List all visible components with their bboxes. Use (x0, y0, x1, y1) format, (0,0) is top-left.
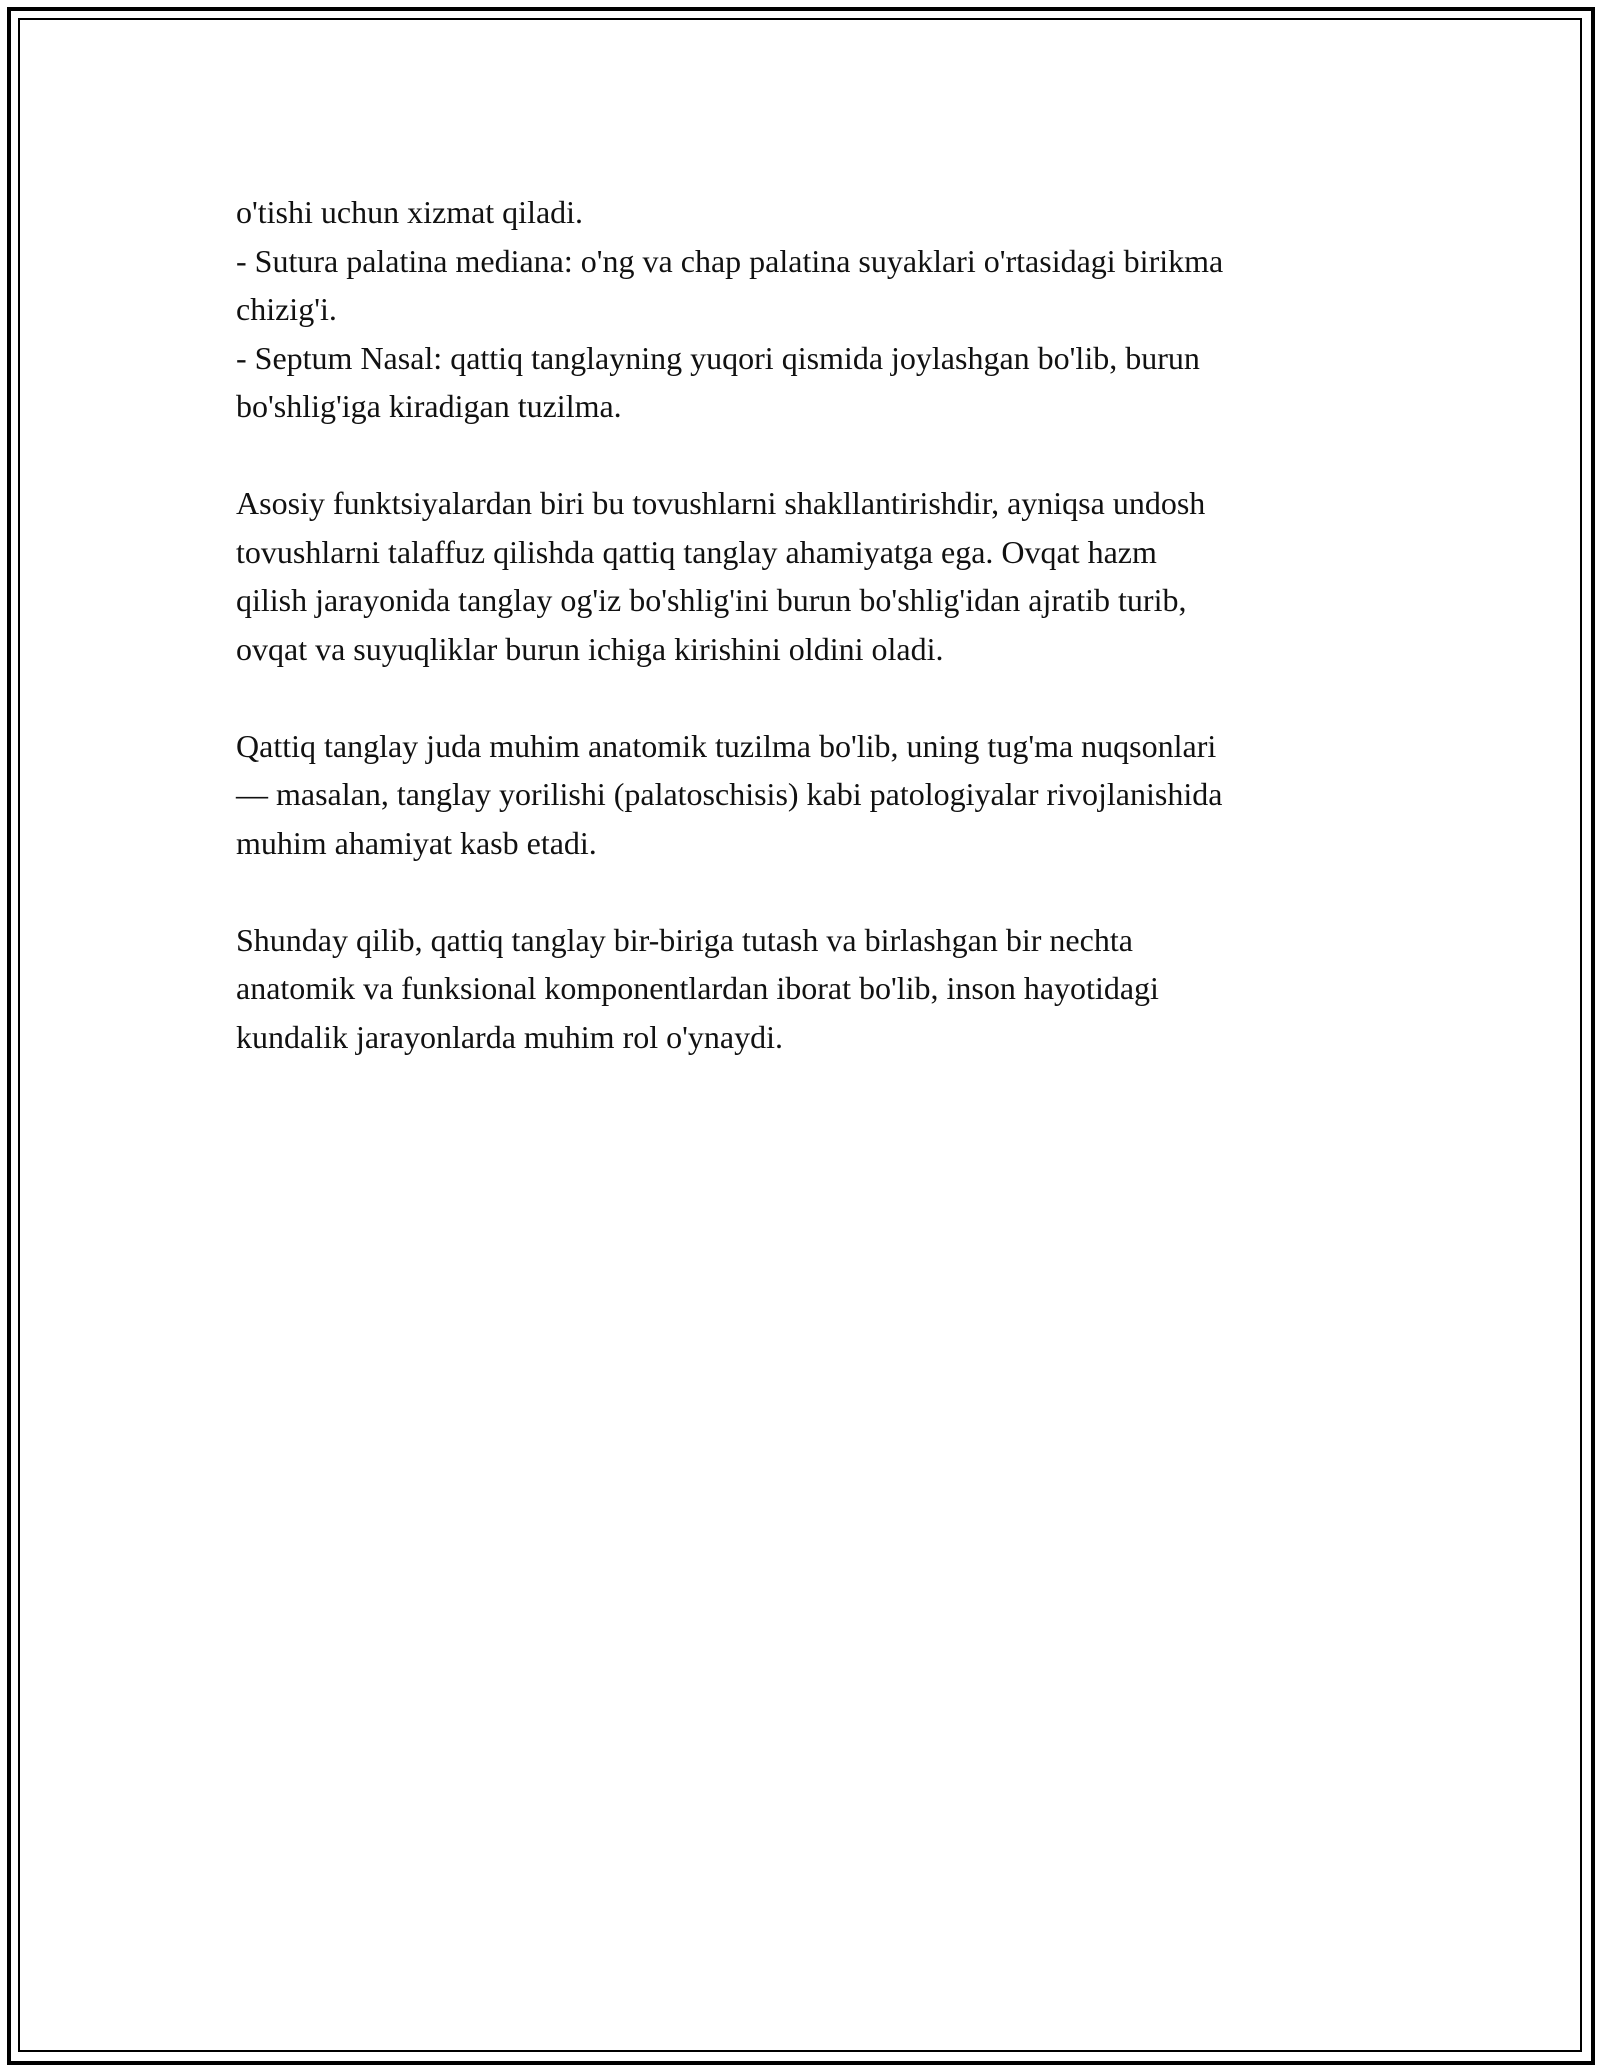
text-line: ovqat va suyuqliklar burun ichiga kirishini oldini oladi. (236, 630, 944, 667)
text-line: qilish jarayonida tanglay og'iz bo'shlig'ini burun bo'shlig'idan ajratib turib, (236, 582, 1187, 618)
paragraph-functions (236, 479, 1386, 673)
intro-block (236, 188, 1386, 431)
paragraph-conclusion (236, 916, 1386, 1062)
text-line: chizig'i. (236, 291, 337, 327)
text-line: Asosiy funktsiyalardan biri bu tovushlarni shakllantirishdir, ayniqsa undosh (236, 485, 1206, 521)
list-item-septum-line: - Septum Nasal: qattiq tanglayning yuqori qismida joylashgan bo'lib, burun (236, 339, 1200, 376)
paragraph-defects (236, 722, 1386, 868)
text-line: tovushlarni talaffuz qilishda qattiq tanglay ahamiyatga ega. Ovqat hazm (236, 533, 1157, 570)
text-line: Shunday qilib, qattiq tanglay bir-biriga tutash va birlashgan bir nechta (236, 921, 1133, 958)
text-line: bo'shlig'iga kiradigan tuzilma. (236, 388, 622, 424)
list-item-sutura-line: - Sutura palatina mediana: o'ng va chap palatina suyaklari o'rtasidagi birikma (236, 242, 1224, 279)
text-line: kundalik jarayonlarda muhim rol o'ynaydi. (236, 1018, 783, 1055)
text-line: — masalan, tanglay yorilishi (palatoschisis) kabi patologiyalar rivojlanishida (236, 776, 1223, 812)
text-line: anatomik va funksional komponentlardan iborat bo'lib, inson hayotidagi (236, 970, 1159, 1006)
text-line: o'tishi uchun xizmat qiladi. (236, 194, 584, 230)
document-body (236, 188, 1386, 1061)
text-line: Qattiq tanglay juda muhim anatomik tuzilma bo'lib, uning tug'ma nuqsonlari (236, 727, 1217, 764)
text-line: muhim ahamiyat kasb etadi. (236, 824, 597, 861)
